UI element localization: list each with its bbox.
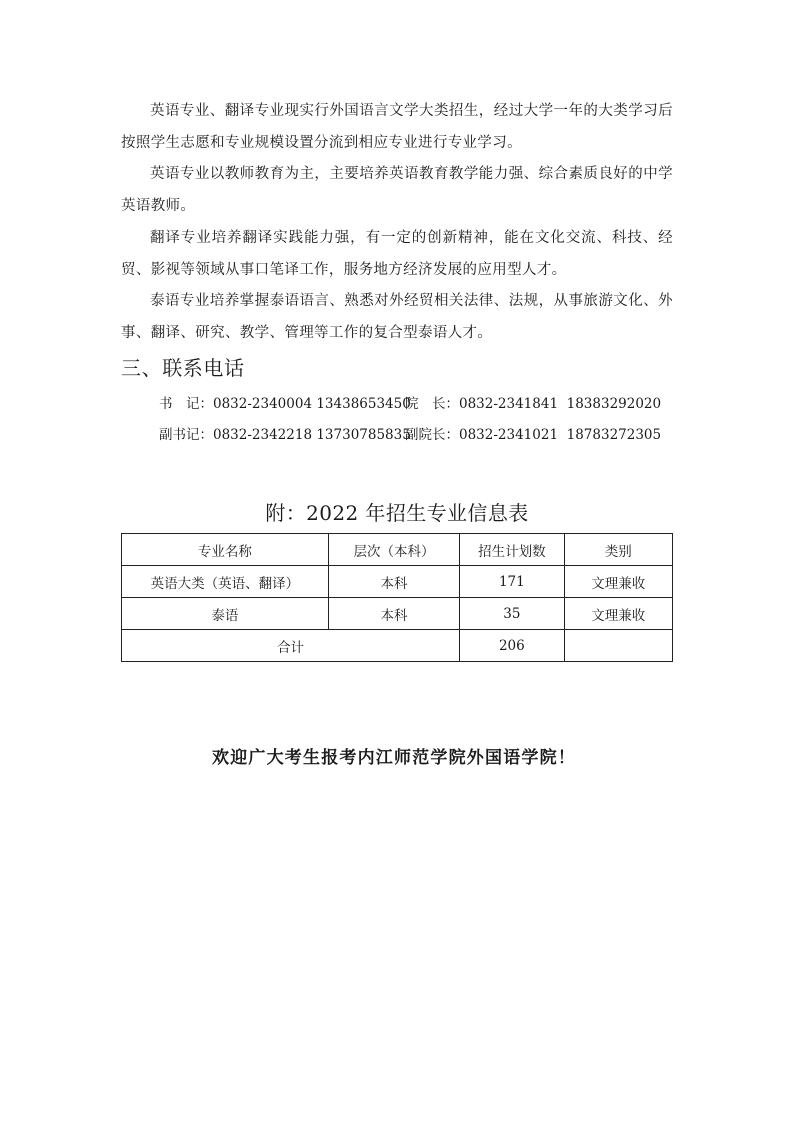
table-cell-category: 文理兼收 bbox=[564, 566, 672, 598]
table-cell-level: 本科 bbox=[328, 598, 459, 630]
paragraph-translation-major: 翻译专业培养翻译实践能力强，有一定的创新精神，能在文化交流、科技、经贸、影视等领域从事口笔译工作，服务地方经济发展的应用型人才。 bbox=[121, 229, 673, 278]
paragraph-category-enrollment: 英语专业、翻译专业现实行外国语言文学大类招生，经过大学一年的大类学习后按照学生志愿和专业规模设置分流到相应专业进行专业学习。 bbox=[121, 103, 673, 151]
table-cell-category: 文理兼收 bbox=[564, 598, 672, 630]
intro-text bbox=[121, 96, 673, 350]
paragraph-english-major: 英语专业以教师教育为主，主要培养英语教育教学能力强、综合素质良好的中学英语教师。 bbox=[121, 166, 673, 215]
table-header-row bbox=[122, 534, 673, 566]
table-total-category bbox=[564, 630, 672, 662]
table-header-cell: 专业名称 bbox=[122, 534, 329, 566]
table-header-cell: 层次（本科） bbox=[328, 534, 459, 566]
table-row bbox=[122, 566, 673, 598]
table-total-row bbox=[122, 630, 673, 662]
table-header-cell: 类别 bbox=[564, 534, 672, 566]
table-cell-quota: 171 bbox=[460, 566, 564, 598]
contact-secretary: 书 记：0832-2340004 13438653450 bbox=[159, 396, 411, 412]
table-total-label: 合计 bbox=[122, 630, 460, 662]
table-cell-level: 本科 bbox=[328, 566, 459, 598]
contact-deputy-secretary: 副书记：0832-2342218 13730785835 bbox=[159, 427, 411, 443]
table-cell-major: 泰语 bbox=[122, 598, 329, 630]
enrollment-table bbox=[121, 533, 673, 662]
table-row bbox=[122, 598, 673, 630]
table-cell-major: 英语大类（英语、翻译） bbox=[122, 566, 329, 598]
table-header-cell: 招生计划数 bbox=[460, 534, 564, 566]
table-total-count: 206 bbox=[460, 630, 564, 662]
contact-row bbox=[0, 425, 793, 505]
section-heading-contacts: 三、联系电话 bbox=[121, 356, 245, 380]
table-cell-quota: 35 bbox=[460, 598, 564, 630]
closing-message: 欢迎广大考生报考内江师范学院外国语学院！ bbox=[212, 748, 576, 768]
table-title: 附：2022 年招生专业信息表 bbox=[265, 501, 529, 525]
contact-dean: 院 长：0832-2341841 18383292020 bbox=[405, 396, 662, 412]
paragraph-thai-major: 泰语专业培养掌握泰语语言、熟悉对外经贸相关法律、法规，从事旅游文化、外事、翻译、研究、教学、管理等工作的复合型泰语人才。 bbox=[121, 293, 673, 341]
contact-deputy-dean: 副院长：0832-2341021 18783272305 bbox=[405, 427, 662, 443]
